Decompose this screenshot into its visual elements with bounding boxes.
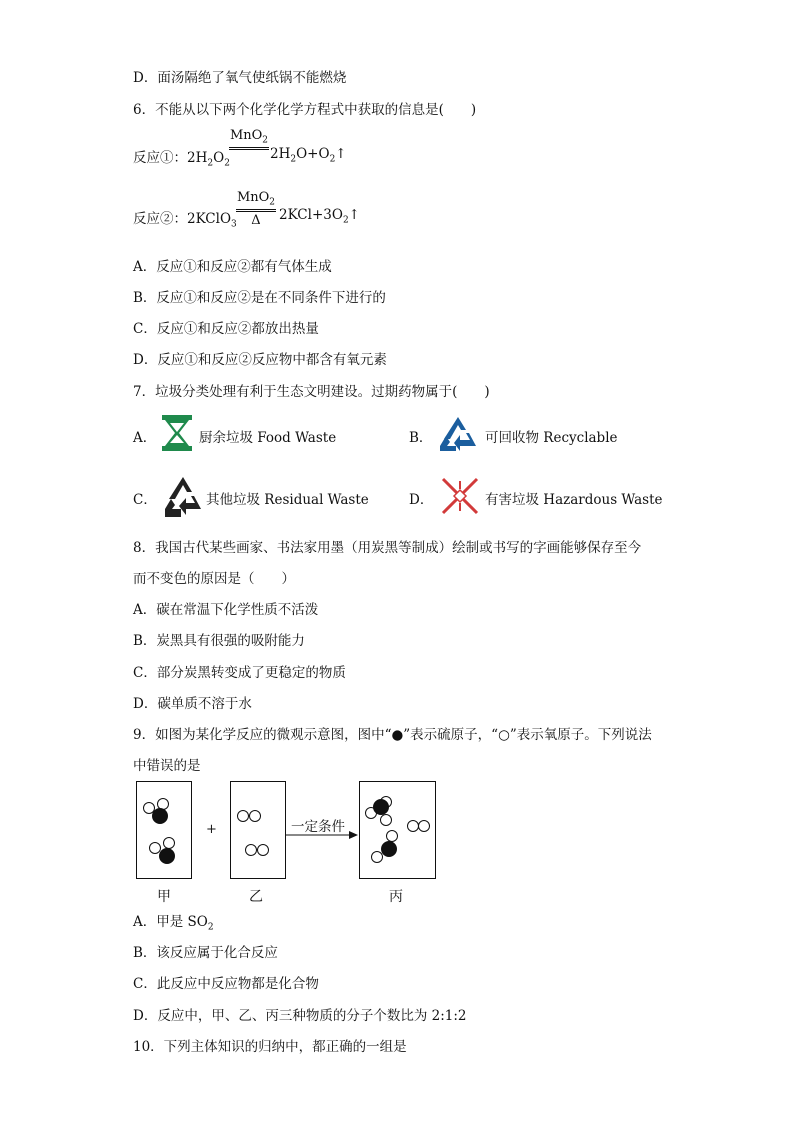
caption-jia: 甲 (157, 889, 171, 905)
food-waste-icon (159, 413, 195, 453)
hazardous-waste-icon (440, 476, 480, 516)
q6-stem: 6．不能从以下两个化学化学方程式中获取的信息是( ) (133, 102, 477, 118)
oxygen-atom (245, 844, 257, 856)
q6-option-b: B．反应①和反应②是在不同条件下进行的 (133, 290, 386, 306)
q7-option-c-letter: C． (133, 492, 157, 508)
oxygen-atom (257, 844, 269, 856)
box-bing (359, 781, 436, 879)
q6-option-a: A．反应①和反应②都有气体生成 (133, 259, 332, 275)
r2-condition: MnO$_2$ Δ (236, 190, 276, 228)
box-jia (136, 781, 192, 879)
box-yi (230, 781, 286, 879)
q9-stem-1: 9．如图为某化学反应的微观示意图，图中“●”表示硫原子，“○”表示氧原子。下列说法 (133, 727, 652, 743)
r1-label: 反应①：2H (133, 150, 208, 166)
r2-label: 反应②：2KClO (133, 211, 232, 227)
oxygen-atom (380, 814, 392, 826)
q8-option-c: C．部分炭黑转变成了更稳定的物质 (133, 665, 346, 681)
recyclable-icon (436, 413, 480, 453)
r1-condition: MnO$_2$ (229, 128, 269, 151)
q5-option-d: D．面汤隔绝了氧气使纸锅不能燃烧 (133, 70, 347, 86)
q9-option-b: B．该反应属于化合反应 (133, 945, 278, 961)
q6-option-c: C．反应①和反应②都放出热量 (133, 321, 319, 337)
q10-stem: 10．下列主体知识的归纳中，都正确的一组是 (133, 1039, 407, 1055)
r2-products: $2KCl+3O_2↑$ (279, 207, 360, 226)
oxygen-atom (237, 810, 249, 822)
q7-option-d-label: 有害垃圾 Hazardous Waste (485, 492, 663, 508)
q6-option-d: D．反应①和反应②反应物中都含有氧元素 (133, 352, 387, 368)
q8-stem-1: 8．我国古代某些画家、书法家用墨（用炭黑等制成）绘制或书写的字画能够保存至今 (133, 540, 642, 556)
r1-products: $2H_2O+O_2↑$ (270, 146, 347, 165)
residual-waste-icon (162, 474, 204, 520)
q8-option-b: B．炭黑具有很强的吸附能力 (133, 633, 305, 649)
q7-option-b-letter: B． (409, 430, 433, 446)
q6-reaction-1: 反应①：$2H_2O_2$ (133, 150, 230, 169)
caption-yi: 乙 (249, 889, 263, 905)
oxygen-atom (249, 810, 261, 822)
q7-stem: 7．垃圾分类处理有利于生态文明建设。过期药物属于( ) (133, 384, 490, 400)
q8-option-a: A．碳在常温下化学性质不活泼 (133, 602, 319, 618)
plus-sign: + (206, 822, 217, 837)
q7-option-d-letter: D． (409, 492, 434, 508)
q9-option-d: D．反应中，甲、乙、丙三种物质的分子个数比为 2:1:2 (133, 1008, 467, 1024)
q8-option-d: D．碳单质不溶于水 (133, 696, 252, 712)
q9-option-c: C．此反应中反应物都是化合物 (133, 976, 319, 992)
q8-stem-2: 而不变色的原因是（ ） (133, 571, 295, 587)
q9-option-a: A．甲是 $SO_2$ (133, 914, 214, 933)
reaction-arrow-icon (285, 830, 359, 840)
sulfur-atom (373, 799, 389, 815)
q6-reaction-2: 反应②：2KClO$_3$ (133, 211, 237, 230)
q7-option-a-letter: A． (133, 430, 157, 446)
oxygen-atom (371, 851, 383, 863)
caption-bing: 丙 (389, 889, 403, 905)
q9-stem-2: 中错误的是 (133, 758, 201, 774)
oxygen-atom (418, 820, 430, 832)
sulfur-atom (381, 841, 397, 857)
q7-option-c-label: 其他垃圾 Residual Waste (206, 492, 369, 508)
q7-option-b-label: 可回收物 Recyclable (485, 430, 618, 446)
sulfur-atom (152, 808, 168, 824)
arrow-label: 一定条件 (291, 819, 345, 835)
sulfur-atom (159, 848, 175, 864)
q7-option-a-label: 厨余垃圾 Food Waste (199, 430, 337, 446)
